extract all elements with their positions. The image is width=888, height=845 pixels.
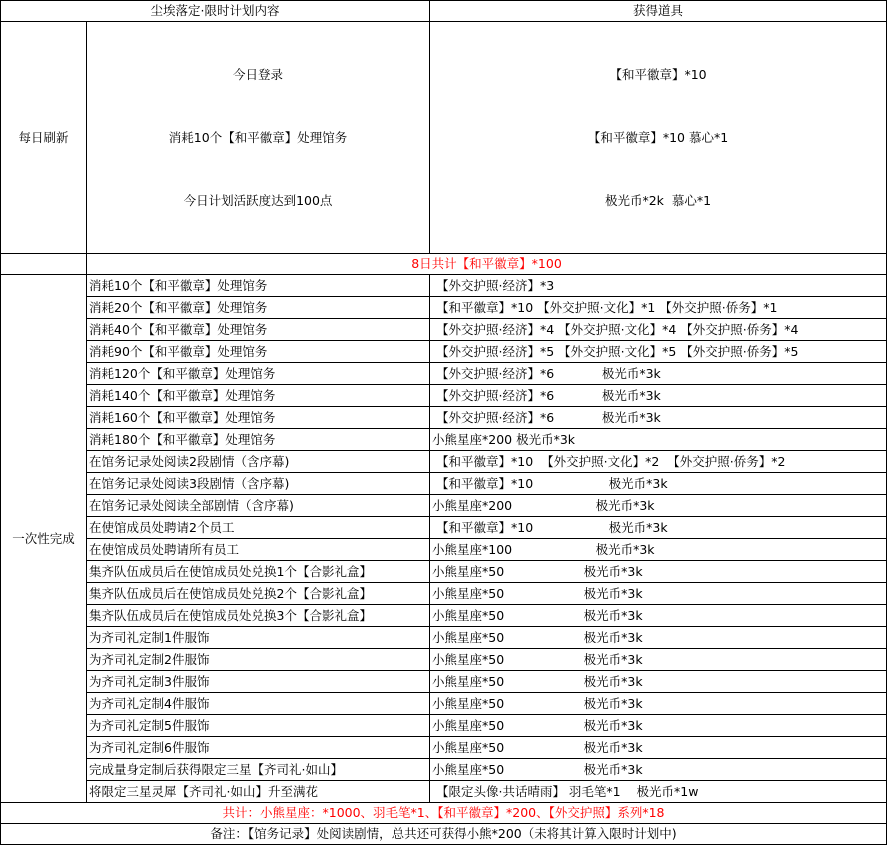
once-category-cell: 一次性完成 xyxy=(1,275,87,803)
once-task: 为齐司礼定制3件服饰 xyxy=(87,671,430,693)
daily-reward: 【和平徽章】*10 慕心*1 xyxy=(587,130,729,145)
once-reward: 【和平徽章】*10 极光币*3k xyxy=(430,473,887,495)
once-task: 消耗180个【和平徽章】处理馆务 xyxy=(87,429,430,451)
grand-total-row xyxy=(1,803,887,824)
daily-reward: 极光币*2k 慕心*1 xyxy=(604,193,712,208)
once-task: 消耗20个【和平徽章】处理馆务 xyxy=(87,297,430,319)
once-row xyxy=(1,319,887,341)
once-task: 集齐队伍成员后在使馆成员处兑换3个【合影礼盒】 xyxy=(87,605,430,627)
task-column-header: 尘埃落定·限时计划内容 xyxy=(1,1,430,22)
once-reward: 小熊星座*50 极光币*3k xyxy=(430,693,887,715)
once-row xyxy=(1,473,887,495)
once-row xyxy=(1,759,887,781)
once-reward: 小熊星座*200 极光币*3k xyxy=(430,495,887,517)
once-task: 消耗10个【和平徽章】处理馆务 xyxy=(87,275,430,297)
once-reward: 【和平徽章】*10 【外交护照·文化】*1 【外交护照·侨务】*1 xyxy=(430,297,887,319)
once-reward: 小熊星座*50 极光币*3k xyxy=(430,759,887,781)
once-task: 消耗160个【和平徽章】处理馆务 xyxy=(87,407,430,429)
once-reward: 小熊星座*50 极光币*3k xyxy=(430,627,887,649)
once-task: 将限定三星灵犀【齐司礼·如山】升至满花 xyxy=(87,781,430,803)
once-row xyxy=(1,649,887,671)
once-task: 在馆务记录处阅读3段剧情（含序幕) xyxy=(87,473,430,495)
once-reward: 【外交护照·经济】*5 【外交护照·文化】*5 【外交护照·侨务】*5 xyxy=(430,341,887,363)
once-row xyxy=(1,737,887,759)
once-row xyxy=(1,341,887,363)
once-row xyxy=(1,429,887,451)
once-row xyxy=(1,781,887,803)
once-reward: 【和平徽章】*10 【外交护照·文化】*2 【外交护照·侨务】*2 xyxy=(430,451,887,473)
daily-total: 8日共计【和平徽章】*100 xyxy=(87,254,887,275)
once-row xyxy=(1,539,887,561)
daily-tasks-cell xyxy=(87,22,430,254)
once-reward: 【外交护照·经济】*3 xyxy=(430,275,887,297)
once-task: 在馆务记录处阅读2段剧情（含序幕) xyxy=(87,451,430,473)
once-row xyxy=(1,605,887,627)
once-reward: 【限定头像·共话晴雨】 羽毛笔*1 极光币*1w xyxy=(430,781,887,803)
once-reward: 小熊星座*50 极光币*3k xyxy=(430,715,887,737)
once-row xyxy=(1,517,887,539)
once-reward: 小熊星座*200 极光币*3k xyxy=(430,429,887,451)
once-task: 为齐司礼定制4件服饰 xyxy=(87,693,430,715)
once-row xyxy=(1,363,887,385)
once-reward: 【和平徽章】*10 极光币*3k xyxy=(430,517,887,539)
once-row xyxy=(1,693,887,715)
once-task: 消耗120个【和平徽章】处理馆务 xyxy=(87,363,430,385)
once-task: 消耗40个【和平徽章】处理馆务 xyxy=(87,319,430,341)
once-reward: 小熊星座*50 极光币*3k xyxy=(430,561,887,583)
once-reward: 【外交护照·经济】*6 极光币*3k xyxy=(430,363,887,385)
once-row xyxy=(1,583,887,605)
once-task: 集齐队伍成员后在使馆成员处兑换2个【合影礼盒】 xyxy=(87,583,430,605)
once-task: 在馆务记录处阅读全部剧情（含序幕) xyxy=(87,495,430,517)
once-reward: 【外交护照·经济】*6 极光币*3k xyxy=(430,407,887,429)
daily-task: 今日计划活跃度达到100点 xyxy=(183,193,333,208)
once-row xyxy=(1,627,887,649)
once-reward: 【外交护照·经济】*4 【外交护照·文化】*4 【外交护照·侨务】*4 xyxy=(430,319,887,341)
once-reward: 小熊星座*50 极光币*3k xyxy=(430,583,887,605)
daily-task: 消耗10个【和平徽章】处理馆务 xyxy=(168,130,348,145)
once-reward: 小熊星座*100 极光币*3k xyxy=(430,539,887,561)
daily-total-row xyxy=(1,254,887,275)
once-row xyxy=(1,561,887,583)
daily-task: 今日登录 xyxy=(233,67,284,82)
once-reward: 小熊星座*50 极光币*3k xyxy=(430,737,887,759)
once-task: 消耗90个【和平徽章】处理馆务 xyxy=(87,341,430,363)
once-reward: 小熊星座*50 极光币*3k xyxy=(430,605,887,627)
once-row xyxy=(1,297,887,319)
once-row xyxy=(1,385,887,407)
once-task: 消耗140个【和平徽章】处理馆务 xyxy=(87,385,430,407)
daily-row xyxy=(1,22,887,254)
once-row xyxy=(1,495,887,517)
reward-column-header: 获得道具 xyxy=(430,1,887,22)
header-row xyxy=(1,1,887,22)
once-row xyxy=(1,407,887,429)
daily-rewards-cell xyxy=(430,22,887,254)
once-row xyxy=(1,451,887,473)
once-task: 为齐司礼定制2件服饰 xyxy=(87,649,430,671)
once-reward: 小熊星座*50 极光币*3k xyxy=(430,671,887,693)
daily-category-cell: 每日刷新 xyxy=(1,22,87,254)
daily-reward: 【和平徽章】*10 xyxy=(609,67,707,82)
once-reward: 【外交护照·经济】*6 极光币*3k xyxy=(430,385,887,407)
once-task: 为齐司礼定制1件服饰 xyxy=(87,627,430,649)
grand-total: 共计：小熊星座：*1000、羽毛笔*1、【和平徽章】*200、【外交护照】系列*18 xyxy=(1,803,887,824)
once-task: 集齐队伍成员后在使馆成员处兑换1个【合影礼盒】 xyxy=(87,561,430,583)
note: 备注：【馆务记录】处阅读剧情，总共还可获得小熊*200（未将其计算入限时计划中) xyxy=(1,824,887,845)
once-task: 为齐司礼定制6件服饰 xyxy=(87,737,430,759)
once-task: 为齐司礼定制5件服饰 xyxy=(87,715,430,737)
once-row xyxy=(1,715,887,737)
once-task: 在使馆成员处聘请所有员工 xyxy=(87,539,430,561)
note-row xyxy=(1,824,887,845)
daily-total-spacer xyxy=(1,254,87,275)
once-row xyxy=(1,275,887,297)
once-reward: 小熊星座*50 极光币*3k xyxy=(430,649,887,671)
once-task: 完成量身定制后获得限定三星【齐司礼·如山】 xyxy=(87,759,430,781)
once-task: 在使馆成员处聘请2个员工 xyxy=(87,517,430,539)
